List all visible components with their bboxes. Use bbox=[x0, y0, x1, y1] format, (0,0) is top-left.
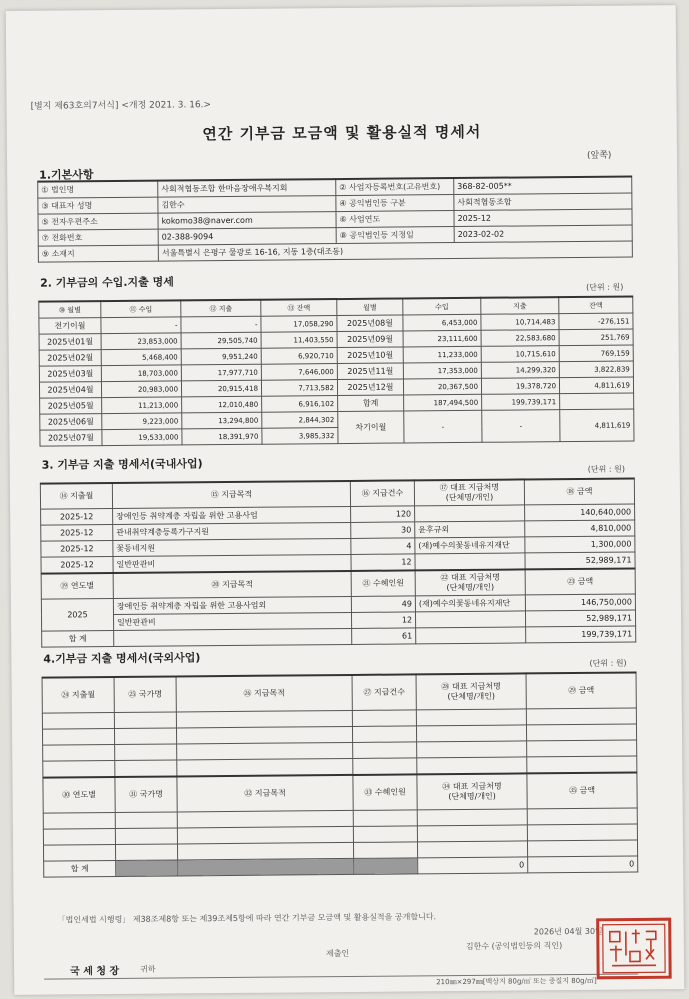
empty-cell bbox=[527, 824, 637, 841]
expense-cell: 2025-12 bbox=[41, 557, 113, 574]
expense-cell: 140,640,000 bbox=[525, 504, 635, 521]
empty-cell bbox=[115, 760, 177, 777]
column-header: ⑲ 연도별 bbox=[41, 573, 113, 599]
overseas-header-row bbox=[42, 672, 636, 713]
designation-date: 2023-02-02 bbox=[454, 225, 632, 243]
recipient-suffix: 귀하 bbox=[140, 964, 156, 974]
business-year: 2025-12 bbox=[454, 209, 632, 227]
bizno: 368-82-005** bbox=[454, 176, 632, 194]
month-cell: 2025년11월 bbox=[337, 363, 403, 380]
submitter: 김한수 (공익법인등의 직인) bbox=[465, 941, 563, 951]
column-header: ⑱ 금액 bbox=[524, 478, 634, 504]
column-header: ㉞ 대표 지급처명 (단체명/개인) bbox=[417, 773, 527, 809]
tel: 02-388-9094 bbox=[158, 228, 336, 246]
empty-cell bbox=[43, 829, 115, 846]
page-side: (앞쪽) bbox=[586, 150, 612, 161]
total-blank bbox=[416, 627, 526, 644]
email-label: ⑤ 전자우편주소 bbox=[38, 213, 158, 230]
addr-label: ⑨ 소재지 bbox=[38, 245, 158, 262]
amount-cell: 22,583,680 bbox=[481, 330, 559, 347]
column-header: ㉖ 지급목적 bbox=[176, 675, 352, 712]
section-1-title: 1.기본사항 bbox=[39, 168, 94, 182]
amount-cell bbox=[560, 393, 634, 410]
column-header: ㉘ 대표 지급처명 (단체명/개인) bbox=[416, 673, 526, 709]
empty-cell bbox=[416, 725, 526, 742]
amount-cell: 6,453,000 bbox=[403, 314, 481, 331]
amount-cell: 11,403,550 bbox=[261, 332, 337, 349]
corp-name: 사회적협동조합 한마음장애우복지회 bbox=[158, 179, 336, 197]
month-cell: 전기이월 bbox=[39, 318, 101, 335]
empty-cell bbox=[417, 841, 527, 858]
expense-cell: 4,810,000 bbox=[525, 520, 635, 537]
empty-cell bbox=[43, 813, 115, 830]
column-header: ㉜ 지급목적 bbox=[177, 775, 353, 812]
empty-cell bbox=[43, 745, 115, 762]
empty-cell bbox=[417, 741, 527, 758]
empty-cell bbox=[115, 828, 177, 845]
empty-cell bbox=[176, 710, 352, 728]
amount-cell: 4,811,619 bbox=[560, 409, 634, 442]
amount-cell: 769,159 bbox=[559, 345, 633, 362]
amount-cell: 11,233,000 bbox=[403, 346, 481, 363]
submit-date: 2026년 04월 30일 bbox=[533, 926, 603, 937]
empty-cell bbox=[177, 826, 353, 844]
empty-cell bbox=[527, 740, 637, 757]
amount-cell: 7,646,000 bbox=[261, 364, 337, 381]
empty-cell bbox=[353, 842, 417, 859]
expense-cell bbox=[415, 553, 525, 570]
amount-cell: - bbox=[404, 410, 482, 443]
expense-cell: 윤후규외 bbox=[415, 521, 525, 538]
expense-cell: (재)예수의꽃동네유지재단 bbox=[415, 595, 525, 612]
empty-cell bbox=[417, 809, 527, 826]
amount-cell: 5,468,400 bbox=[101, 349, 181, 366]
expense-cell: 30 bbox=[351, 522, 415, 539]
total-amount: 199,739,171 bbox=[526, 626, 636, 643]
column-header: ㉒ 대표 지급처명 (단체명/개인) bbox=[415, 569, 525, 595]
empty-cell bbox=[177, 842, 353, 860]
expense-cell: 2025-12 bbox=[41, 525, 113, 542]
desig-label: ⑧ 공익법인등 지정일 bbox=[336, 227, 454, 244]
shaded-cell bbox=[116, 860, 178, 877]
amount-cell: 20,983,000 bbox=[101, 381, 181, 398]
domestic-expense-table bbox=[40, 477, 636, 647]
amount-cell: -276,151 bbox=[559, 313, 633, 330]
month-cell: 2025년09월 bbox=[337, 331, 403, 348]
total-label: 합 계 bbox=[42, 631, 114, 648]
shaded-cell bbox=[178, 858, 354, 876]
empty-cell bbox=[527, 840, 637, 857]
month-cell: 2025년10월 bbox=[337, 347, 403, 364]
column-header: ⑰ 대표 지급처명 (단체명/개인) bbox=[414, 479, 524, 505]
column-header: ㉚ 연도별 bbox=[43, 777, 115, 813]
rep-label: ③ 대표자 성명 bbox=[38, 197, 158, 214]
total-count: 61 bbox=[352, 628, 416, 645]
empty-cell bbox=[115, 844, 177, 861]
month-cell: 2025년08월 bbox=[337, 315, 403, 332]
empty-cell bbox=[42, 713, 114, 730]
empty-cell bbox=[353, 826, 417, 843]
amount-cell: 9,951,240 bbox=[181, 348, 261, 365]
empty-cell bbox=[353, 742, 417, 759]
carry-over-label: 차기이월 bbox=[338, 411, 404, 444]
amount-cell: 23,111,600 bbox=[403, 330, 481, 347]
expense-cell: 52,989,171 bbox=[525, 610, 635, 627]
empty-cell bbox=[417, 825, 527, 842]
amount-cell: - bbox=[482, 410, 560, 443]
empty-cell bbox=[352, 726, 416, 743]
empty-cell bbox=[526, 724, 636, 741]
expense-cell: 관내취약계층등록가구지원 bbox=[113, 522, 351, 540]
amount-cell: 251,769 bbox=[559, 329, 633, 346]
column-header: ㉗ 지급건수 bbox=[352, 674, 416, 710]
amount-cell: 3,985,332 bbox=[262, 428, 338, 445]
document-page bbox=[6, 5, 685, 995]
empty-cell bbox=[43, 761, 115, 778]
overseas-year-header-row bbox=[43, 772, 637, 813]
month-cell: 합계 bbox=[338, 395, 404, 412]
amount-cell: 199,739,171 bbox=[482, 394, 560, 411]
empty-cell bbox=[42, 729, 114, 746]
amount-cell: 29,505,740 bbox=[181, 332, 261, 349]
amount-cell: 10,715,610 bbox=[481, 346, 559, 363]
amount-cell: 17,058,290 bbox=[261, 316, 337, 333]
month-cell: 2025년02월 bbox=[39, 350, 101, 367]
amount-cell: 2,844,302 bbox=[262, 412, 338, 429]
month-cell: 2025년07월 bbox=[40, 430, 102, 447]
amount-cell: 13,294,800 bbox=[182, 412, 262, 429]
basic-info-table bbox=[37, 175, 633, 262]
amount-cell: 20,915,418 bbox=[181, 380, 261, 397]
document-title: 연간 기부금 모금액 및 활용실적 명세서 bbox=[202, 122, 482, 144]
shaded-cell bbox=[354, 858, 418, 875]
total-blank-cell bbox=[114, 628, 352, 646]
empty-cell bbox=[352, 710, 416, 727]
amount-cell: 3,822,839 bbox=[559, 361, 633, 378]
total-count: 0 bbox=[418, 857, 528, 874]
empty-cell bbox=[176, 726, 352, 744]
empty-cell bbox=[527, 756, 637, 773]
column-header: ㉑ 수혜인원 bbox=[351, 570, 415, 596]
expense-cell: 1,300,000 bbox=[525, 536, 635, 553]
expense-cell: 일반판관비 bbox=[113, 612, 351, 630]
column-header: ㉔ 지출월 bbox=[42, 677, 114, 713]
amount-cell: - bbox=[181, 316, 261, 333]
expense-cell: 49 bbox=[351, 596, 415, 613]
section-4-unit: (단위 : 원) bbox=[589, 658, 627, 668]
expense-cell: 12 bbox=[351, 612, 415, 629]
type-label: ④ 공익법인등 구분 bbox=[336, 195, 454, 212]
rep-name: 김한수 bbox=[158, 196, 336, 214]
column-header: ⑯ 지급건수 bbox=[350, 480, 414, 506]
total-label: 합 계 bbox=[44, 861, 116, 878]
amount-cell: 187,494,500 bbox=[404, 394, 482, 411]
amount-cell: 18,703,000 bbox=[101, 365, 181, 382]
amount-cell: 12,010,480 bbox=[182, 396, 262, 413]
amount-cell: 6,916,102 bbox=[262, 396, 338, 413]
amount-cell: 6,920,710 bbox=[261, 348, 337, 365]
amount-cell: 18,391,970 bbox=[182, 428, 262, 445]
expense-cell: 52,989,171 bbox=[525, 552, 635, 569]
expense-cell: 4 bbox=[351, 538, 415, 555]
amount-cell: 17,353,000 bbox=[403, 362, 481, 379]
form-number: [별지 제63호의7서식] <개정 2021. 3. 16.> bbox=[30, 100, 212, 112]
bizno-label: ② 사업자등록번호(고유번호) bbox=[336, 178, 454, 196]
column-header: ⑮ 지급목적 bbox=[112, 481, 350, 509]
income-header-7: 잔액 bbox=[559, 296, 633, 313]
recipient: 국 세 청 장 bbox=[70, 965, 120, 978]
income-header-1: ⑪ 수입 bbox=[101, 300, 181, 317]
submitter-label: 제출인 bbox=[325, 948, 350, 959]
expense-cell: 120 bbox=[351, 506, 415, 523]
income-header-4: 월별 bbox=[337, 298, 403, 315]
expense-cell: 2025-12 bbox=[41, 541, 113, 558]
empty-cell bbox=[115, 744, 177, 761]
month-cell: 2025년06월 bbox=[40, 414, 102, 431]
section-2-title: 2. 기부금의 수입.지출 명세 bbox=[40, 275, 174, 290]
address: 서울특별시 은평구 물광로 16-16, 지동 1층(대조동) bbox=[158, 241, 632, 261]
empty-cell bbox=[114, 712, 176, 729]
section-3-title: 3. 기부금 지출 명세서(국내사업) bbox=[41, 457, 203, 472]
empty-cell bbox=[417, 757, 527, 774]
amount-cell: 20,367,500 bbox=[403, 378, 481, 395]
empty-cell bbox=[114, 728, 176, 745]
empty-cell bbox=[115, 812, 177, 829]
expense-cell bbox=[415, 505, 525, 522]
amount-cell: 19,378,720 bbox=[481, 378, 559, 395]
month-cell: 2025년01월 bbox=[39, 334, 101, 351]
month-cell: 2025년04월 bbox=[39, 382, 101, 399]
expense-cell: 일반판관비 bbox=[113, 554, 351, 573]
empty-cell bbox=[177, 810, 353, 828]
year-label: ⑥ 사업연도 bbox=[336, 211, 454, 228]
column-header: ㉓ 금액 bbox=[525, 568, 635, 594]
income-header-2: ⑫ 지출 bbox=[181, 300, 261, 317]
total-amount: 0 bbox=[528, 856, 638, 873]
amount-cell: 17,977,710 bbox=[181, 364, 261, 381]
amount-cell: 10,714,483 bbox=[481, 314, 559, 331]
expense-cell: 장애인등 취약계층 자립을 위한 고용사업 bbox=[113, 506, 351, 524]
tel-label: ⑦ 전화번호 bbox=[38, 229, 158, 246]
amount-cell: - bbox=[101, 317, 181, 334]
empty-cell bbox=[353, 810, 417, 827]
official-seal-stamp bbox=[596, 917, 673, 980]
income-header-5: 수입 bbox=[403, 298, 481, 315]
month-cell: 2025년05월 bbox=[40, 398, 102, 415]
paper-spec: 210㎜×297㎜[백상지 80g/㎡ 또는 중질지 80g/㎡] bbox=[436, 976, 597, 987]
empty-cell bbox=[416, 709, 526, 726]
column-header: ㉝ 수혜인원 bbox=[353, 774, 417, 810]
amount-cell: 23,853,000 bbox=[101, 333, 181, 350]
column-header: ㉛ 국가명 bbox=[115, 776, 177, 812]
amount-cell: 9,223,000 bbox=[102, 413, 182, 430]
column-header: ⑳ 지급목적 bbox=[113, 571, 351, 599]
column-header: ㉟ 금액 bbox=[527, 772, 637, 808]
amount-cell: 7,713,582 bbox=[261, 380, 337, 397]
amount-cell: 11,213,000 bbox=[102, 397, 182, 414]
expense-cell bbox=[415, 611, 525, 628]
income-header-3: ⑬ 잔액 bbox=[261, 299, 337, 316]
month-cell: 2025년03월 bbox=[39, 366, 101, 383]
section-3-unit: (단위 : 원) bbox=[587, 464, 625, 474]
income-expense-table bbox=[38, 295, 634, 446]
column-header: ㉙ 금액 bbox=[526, 672, 636, 708]
column-header: ⑭ 지출월 bbox=[40, 483, 112, 509]
income-header-6: 지출 bbox=[481, 297, 559, 314]
section-4-title: 4.기부금 지출 명세서(국외사업) bbox=[43, 651, 201, 666]
expense-cell: 2025-12 bbox=[41, 509, 113, 526]
income-header-0: ⑩ 월별 bbox=[39, 301, 101, 318]
expense-cell: 12 bbox=[351, 554, 415, 571]
corp-type: 사회적협동조합 bbox=[454, 193, 632, 211]
empty-cell bbox=[44, 845, 116, 862]
empty-cell bbox=[177, 758, 353, 776]
amount-cell: 4,811,619 bbox=[559, 377, 633, 394]
expense-cell: (재)예수의꽃동네유지재단 bbox=[415, 537, 525, 554]
empty-cell bbox=[353, 758, 417, 775]
section-2-unit: (단위 : 원) bbox=[586, 282, 624, 292]
law-statement: 「법인세법 시행령」 제38조제8항 또는 제39조제5항에 따라 연간 기부금 모금액 및 활용실적을 공개합니다. bbox=[57, 912, 437, 925]
corp-name-label: ① 법인명 bbox=[38, 181, 158, 199]
empty-cell bbox=[177, 742, 353, 760]
column-header: ㉕ 국가명 bbox=[114, 676, 176, 712]
email: kokomo38@naver.com bbox=[158, 212, 336, 230]
expense-cell: 꽃동네지원 bbox=[113, 538, 351, 556]
amount-cell: 19,533,000 bbox=[102, 429, 182, 446]
year-cell: 2025 bbox=[41, 599, 113, 632]
empty-cell bbox=[526, 708, 636, 725]
month-cell: 2025년12월 bbox=[337, 379, 403, 396]
amount-cell: 14,299,320 bbox=[481, 362, 559, 379]
empty-cell bbox=[527, 808, 637, 825]
expense-cell: 146,750,000 bbox=[525, 594, 635, 611]
expense-cell: 장애인등 취약계층 자립을 위한 고용사업외 bbox=[113, 596, 351, 614]
overseas-expense-table bbox=[42, 671, 639, 877]
